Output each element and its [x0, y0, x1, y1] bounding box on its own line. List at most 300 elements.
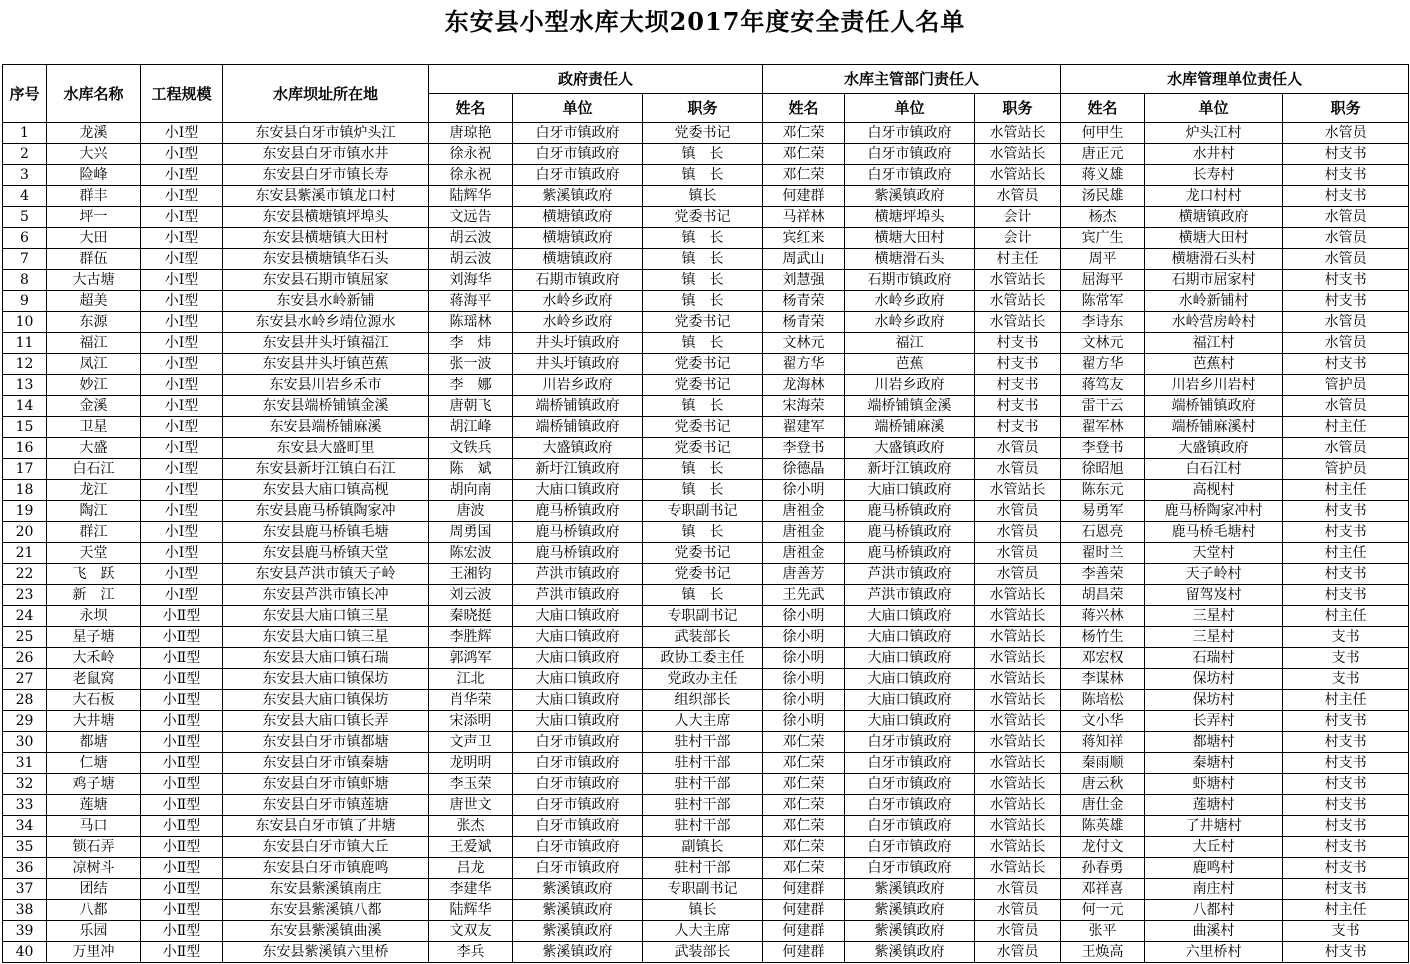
cell-reservoir-name: 金溪 — [47, 396, 141, 417]
cell-seq: 3 — [3, 165, 47, 186]
cell-mgmt-unit: 炉头江村 — [1145, 123, 1283, 144]
cell-dept-person: 翟方华 — [763, 354, 845, 375]
cell-location: 东安县鹿马桥镇毛塘 — [223, 522, 429, 543]
cell-seq: 24 — [3, 606, 47, 627]
cell-reservoir-name: 老鼠窝 — [47, 669, 141, 690]
cell-mgmt-person: 唐云秋 — [1061, 774, 1145, 795]
cell-mgmt-person: 蒋兴林 — [1061, 606, 1145, 627]
header-dept-group: 水库主管部门责任人 — [763, 65, 1061, 94]
cell-dept-post: 水管站长 — [975, 627, 1061, 648]
responsibility-table-wrapper — [2, 64, 1409, 963]
cell-dept-person: 邓仁荣 — [763, 774, 845, 795]
cell-mgmt-person: 胡昌荣 — [1061, 585, 1145, 606]
cell-mgmt-post: 村支书 — [1283, 186, 1409, 207]
cell-dept-person: 何建群 — [763, 921, 845, 942]
cell-dept-post: 水管站长 — [975, 270, 1061, 291]
cell-reservoir-name: 大盛 — [47, 438, 141, 459]
cell-dept-post: 水管员 — [975, 459, 1061, 480]
cell-gov-unit: 白牙市镇政府 — [513, 753, 643, 774]
cell-gov-person: 陆辉华 — [429, 900, 513, 921]
cell-gov-person: 胡江峰 — [429, 417, 513, 438]
cell-mgmt-unit: 鹿鸣村 — [1145, 858, 1283, 879]
cell-dept-person: 何建群 — [763, 942, 845, 963]
cell-seq: 10 — [3, 312, 47, 333]
cell-scale: 小Ⅱ型 — [141, 732, 223, 753]
table-row — [3, 921, 1409, 942]
cell-mgmt-unit: 横塘大田村 — [1145, 228, 1283, 249]
cell-gov-post: 驻村干部 — [643, 732, 763, 753]
cell-reservoir-name: 凤江 — [47, 354, 141, 375]
cell-mgmt-post: 村支书 — [1283, 942, 1409, 963]
cell-gov-person: 唐波 — [429, 501, 513, 522]
cell-mgmt-post: 支书 — [1283, 627, 1409, 648]
cell-mgmt-unit: 留驾岌村 — [1145, 585, 1283, 606]
cell-mgmt-post: 支书 — [1283, 669, 1409, 690]
cell-mgmt-person: 蒋笃友 — [1061, 375, 1145, 396]
cell-gov-person: 秦晓挺 — [429, 606, 513, 627]
cell-dept-unit: 鹿马桥镇政府 — [845, 543, 975, 564]
cell-seq: 17 — [3, 459, 47, 480]
cell-gov-person: 文铁兵 — [429, 438, 513, 459]
cell-dept-unit: 横塘大田村 — [845, 228, 975, 249]
cell-seq: 38 — [3, 900, 47, 921]
cell-reservoir-name: 星子塘 — [47, 627, 141, 648]
cell-gov-unit: 端桥铺镇政府 — [513, 417, 643, 438]
cell-gov-unit: 大庙口镇政府 — [513, 690, 643, 711]
cell-seq: 4 — [3, 186, 47, 207]
cell-dept-unit: 紫溪镇政府 — [845, 942, 975, 963]
cell-dept-post: 水管站长 — [975, 165, 1061, 186]
table-row — [3, 648, 1409, 669]
cell-seq: 16 — [3, 438, 47, 459]
cell-mgmt-person: 易勇军 — [1061, 501, 1145, 522]
cell-gov-person: 周勇国 — [429, 522, 513, 543]
cell-location: 东安县紫溪镇曲溪 — [223, 921, 429, 942]
cell-scale: 小Ⅱ型 — [141, 816, 223, 837]
cell-dept-person: 徐小明 — [763, 606, 845, 627]
cell-seq: 22 — [3, 564, 47, 585]
cell-seq: 29 — [3, 711, 47, 732]
cell-gov-post: 党委书记 — [643, 417, 763, 438]
cell-gov-post: 驻村干部 — [643, 774, 763, 795]
cell-gov-post: 镇长 — [643, 900, 763, 921]
cell-location: 东安县芦洪市镇天子岭 — [223, 564, 429, 585]
table-row — [3, 228, 1409, 249]
cell-dept-person: 邓仁荣 — [763, 795, 845, 816]
cell-gov-person: 徐永祝 — [429, 165, 513, 186]
cell-location: 东安县紫溪市镇龙口村 — [223, 186, 429, 207]
cell-mgmt-post: 支书 — [1283, 921, 1409, 942]
cell-dept-person: 邓仁荣 — [763, 732, 845, 753]
cell-gov-person: 吕龙 — [429, 858, 513, 879]
cell-gov-post: 镇 长 — [643, 333, 763, 354]
cell-seq: 19 — [3, 501, 47, 522]
cell-gov-post: 专职副书记 — [643, 501, 763, 522]
cell-gov-post: 镇 长 — [643, 165, 763, 186]
cell-scale: 小Ⅰ型 — [141, 396, 223, 417]
cell-reservoir-name: 永坝 — [47, 606, 141, 627]
cell-scale: 小Ⅰ型 — [141, 333, 223, 354]
cell-location: 东安县白牙市镇鹿鸣 — [223, 858, 429, 879]
cell-reservoir-name: 仁塘 — [47, 753, 141, 774]
cell-seq: 11 — [3, 333, 47, 354]
cell-mgmt-unit: 横塘镇政府 — [1145, 207, 1283, 228]
cell-gov-person: 王爱斌 — [429, 837, 513, 858]
table-row — [3, 795, 1409, 816]
cell-reservoir-name: 锁石弄 — [47, 837, 141, 858]
cell-gov-unit: 白牙市镇政府 — [513, 816, 643, 837]
cell-gov-person: 张杰 — [429, 816, 513, 837]
cell-mgmt-unit: 六里桥村 — [1145, 942, 1283, 963]
cell-gov-person: 王湘钧 — [429, 564, 513, 585]
cell-dept-post: 水管员 — [975, 942, 1061, 963]
cell-dept-post: 水管站长 — [975, 312, 1061, 333]
cell-scale: 小Ⅰ型 — [141, 585, 223, 606]
cell-mgmt-person: 秦雨顺 — [1061, 753, 1145, 774]
cell-mgmt-person: 蒋知祥 — [1061, 732, 1145, 753]
cell-scale: 小Ⅰ型 — [141, 186, 223, 207]
cell-reservoir-name: 新 江 — [47, 585, 141, 606]
cell-mgmt-unit: 都塘村 — [1145, 732, 1283, 753]
cell-dept-unit: 紫溪镇政府 — [845, 879, 975, 900]
cell-mgmt-person: 何一元 — [1061, 900, 1145, 921]
cell-gov-unit: 大庙口镇政府 — [513, 480, 643, 501]
header-mgmt-person: 姓名 — [1061, 94, 1145, 123]
cell-gov-post: 镇 长 — [643, 291, 763, 312]
cell-scale: 小Ⅰ型 — [141, 144, 223, 165]
cell-location: 东安县白牙市镇秦塘 — [223, 753, 429, 774]
cell-dept-post: 水管站长 — [975, 795, 1061, 816]
cell-gov-unit: 水岭乡政府 — [513, 312, 643, 333]
cell-mgmt-post: 村主任 — [1283, 543, 1409, 564]
cell-mgmt-unit: 南庄村 — [1145, 879, 1283, 900]
cell-mgmt-person: 陈东元 — [1061, 480, 1145, 501]
cell-seq: 27 — [3, 669, 47, 690]
table-row — [3, 837, 1409, 858]
cell-reservoir-name: 龙溪 — [47, 123, 141, 144]
cell-scale: 小Ⅱ型 — [141, 795, 223, 816]
table-row — [3, 459, 1409, 480]
cell-scale: 小Ⅱ型 — [141, 921, 223, 942]
cell-gov-unit: 大庙口镇政府 — [513, 669, 643, 690]
cell-gov-person: 李 炜 — [429, 333, 513, 354]
cell-mgmt-unit: 大盛镇政府 — [1145, 438, 1283, 459]
cell-seq: 32 — [3, 774, 47, 795]
cell-dept-person: 何建群 — [763, 186, 845, 207]
table-row — [3, 522, 1409, 543]
cell-dept-unit: 白牙市镇政府 — [845, 774, 975, 795]
cell-mgmt-unit: 鹿马桥陶家冲村 — [1145, 501, 1283, 522]
cell-dept-unit: 白牙市镇政府 — [845, 858, 975, 879]
cell-dept-person: 徐小明 — [763, 648, 845, 669]
cell-mgmt-unit: 鹿马桥毛塘村 — [1145, 522, 1283, 543]
cell-seq: 31 — [3, 753, 47, 774]
table-row — [3, 438, 1409, 459]
cell-mgmt-post: 村主任 — [1283, 606, 1409, 627]
table-row — [3, 249, 1409, 270]
cell-dept-post: 水管站长 — [975, 585, 1061, 606]
cell-mgmt-post: 村主任 — [1283, 417, 1409, 438]
cell-dept-unit: 端桥铺镇金溪 — [845, 396, 975, 417]
cell-location: 东安县鹿马桥镇陶家冲 — [223, 501, 429, 522]
cell-gov-unit: 石期市镇政府 — [513, 270, 643, 291]
cell-seq: 2 — [3, 144, 47, 165]
cell-seq: 25 — [3, 627, 47, 648]
cell-dept-post: 水管站长 — [975, 732, 1061, 753]
cell-dept-person: 徐小明 — [763, 690, 845, 711]
cell-mgmt-post: 村主任 — [1283, 480, 1409, 501]
cell-dept-post: 水管站长 — [975, 816, 1061, 837]
cell-location: 东安县白牙市镇都塘 — [223, 732, 429, 753]
cell-mgmt-person: 翟方华 — [1061, 354, 1145, 375]
table-row — [3, 417, 1409, 438]
table-row — [3, 543, 1409, 564]
cell-reservoir-name: 大禾岭 — [47, 648, 141, 669]
cell-dept-person: 宋海荣 — [763, 396, 845, 417]
cell-dept-post: 水管站长 — [975, 291, 1061, 312]
cell-dept-person: 邓仁荣 — [763, 837, 845, 858]
header-gov-post: 职务 — [643, 94, 763, 123]
cell-gov-unit: 横塘镇政府 — [513, 207, 643, 228]
cell-mgmt-person: 李登书 — [1061, 438, 1145, 459]
cell-seq: 26 — [3, 648, 47, 669]
cell-dept-unit: 福江 — [845, 333, 975, 354]
cell-location: 东安县白牙市镇大丘 — [223, 837, 429, 858]
cell-reservoir-name: 八都 — [47, 900, 141, 921]
cell-mgmt-unit: 三星村 — [1145, 606, 1283, 627]
cell-scale: 小Ⅱ型 — [141, 669, 223, 690]
cell-mgmt-unit: 保坊村 — [1145, 669, 1283, 690]
cell-gov-post: 驻村干部 — [643, 753, 763, 774]
cell-mgmt-post: 村支书 — [1283, 858, 1409, 879]
cell-dept-post: 水管站长 — [975, 648, 1061, 669]
cell-gov-unit: 井头圩镇政府 — [513, 354, 643, 375]
header-seq: 序号 — [3, 65, 47, 123]
cell-seq: 20 — [3, 522, 47, 543]
cell-gov-post: 镇 长 — [643, 459, 763, 480]
cell-gov-unit: 芦洪市镇政府 — [513, 564, 643, 585]
cell-dept-post: 水管员 — [975, 543, 1061, 564]
cell-gov-person: 宋添明 — [429, 711, 513, 732]
cell-gov-person: 唐朝飞 — [429, 396, 513, 417]
table-row — [3, 669, 1409, 690]
table-row — [3, 501, 1409, 522]
cell-dept-post: 水管站长 — [975, 858, 1061, 879]
cell-dept-unit: 芭蕉 — [845, 354, 975, 375]
cell-dept-person: 邓仁荣 — [763, 753, 845, 774]
cell-gov-person: 唐琼艳 — [429, 123, 513, 144]
cell-gov-person: 蒋海平 — [429, 291, 513, 312]
table-row — [3, 144, 1409, 165]
cell-location: 东安县新圩江镇白石江 — [223, 459, 429, 480]
cell-gov-unit: 白牙市镇政府 — [513, 858, 643, 879]
cell-reservoir-name: 大田 — [47, 228, 141, 249]
cell-dept-post: 水管员 — [975, 921, 1061, 942]
cell-scale: 小Ⅱ型 — [141, 753, 223, 774]
cell-reservoir-name: 坪一 — [47, 207, 141, 228]
cell-dept-post: 水管员 — [975, 501, 1061, 522]
cell-dept-unit: 鹿马桥镇政府 — [845, 501, 975, 522]
table-row — [3, 690, 1409, 711]
cell-location: 东安县白牙市镇了井塘 — [223, 816, 429, 837]
cell-dept-post: 水管站长 — [975, 669, 1061, 690]
cell-dept-post: 水管站长 — [975, 690, 1061, 711]
cell-dept-person: 徐小明 — [763, 480, 845, 501]
cell-mgmt-unit: 白石江村 — [1145, 459, 1283, 480]
cell-gov-post: 镇 长 — [643, 522, 763, 543]
cell-location: 东安县大庙口镇长弄 — [223, 711, 429, 732]
cell-reservoir-name: 马口 — [47, 816, 141, 837]
cell-gov-post: 武装部长 — [643, 627, 763, 648]
cell-dept-post: 水管员 — [975, 879, 1061, 900]
cell-reservoir-name: 大井塘 — [47, 711, 141, 732]
table-row — [3, 732, 1409, 753]
cell-scale: 小Ⅰ型 — [141, 354, 223, 375]
cell-scale: 小Ⅱ型 — [141, 858, 223, 879]
cell-gov-post: 镇 长 — [643, 480, 763, 501]
cell-location: 东安县芦洪市镇长冲 — [223, 585, 429, 606]
cell-reservoir-name: 团结 — [47, 879, 141, 900]
cell-reservoir-name: 鸡子塘 — [47, 774, 141, 795]
cell-mgmt-post: 村支书 — [1283, 270, 1409, 291]
cell-mgmt-person: 石恩亮 — [1061, 522, 1145, 543]
cell-mgmt-post: 村支书 — [1283, 711, 1409, 732]
cell-location: 东安县横塘镇坪埠头 — [223, 207, 429, 228]
cell-reservoir-name: 陶江 — [47, 501, 141, 522]
cell-seq: 28 — [3, 690, 47, 711]
header-dept-person: 姓名 — [763, 94, 845, 123]
cell-location: 东安县横塘镇大田村 — [223, 228, 429, 249]
cell-seq: 37 — [3, 879, 47, 900]
cell-mgmt-post: 管护员 — [1283, 459, 1409, 480]
header-reservoir-name: 水库名称 — [47, 65, 141, 123]
cell-dept-post: 水管员 — [975, 438, 1061, 459]
cell-location: 东安县大庙口镇石瑞 — [223, 648, 429, 669]
cell-dept-person: 杨青荣 — [763, 291, 845, 312]
cell-dept-person: 翟建军 — [763, 417, 845, 438]
table-row — [3, 270, 1409, 291]
cell-scale: 小Ⅱ型 — [141, 627, 223, 648]
cell-gov-person: 李兵 — [429, 942, 513, 963]
cell-mgmt-post: 管护员 — [1283, 375, 1409, 396]
cell-gov-post: 镇 长 — [643, 228, 763, 249]
cell-mgmt-unit: 长弄村 — [1145, 711, 1283, 732]
cell-gov-person: 李玉荣 — [429, 774, 513, 795]
cell-seq: 40 — [3, 942, 47, 963]
cell-dept-post: 水管站长 — [975, 480, 1061, 501]
cell-mgmt-person: 龙付文 — [1061, 837, 1145, 858]
cell-gov-person: 陈 斌 — [429, 459, 513, 480]
cell-seq: 9 — [3, 291, 47, 312]
cell-scale: 小Ⅰ型 — [141, 480, 223, 501]
cell-reservoir-name: 超美 — [47, 291, 141, 312]
cell-scale: 小Ⅰ型 — [141, 228, 223, 249]
cell-dept-post: 水管站长 — [975, 606, 1061, 627]
cell-dept-person: 唐祖金 — [763, 501, 845, 522]
cell-mgmt-unit: 高枧村 — [1145, 480, 1283, 501]
cell-dept-person: 马祥林 — [763, 207, 845, 228]
table-row — [3, 291, 1409, 312]
cell-gov-post: 组织部长 — [643, 690, 763, 711]
cell-dept-unit: 横塘滑石头 — [845, 249, 975, 270]
cell-seq: 36 — [3, 858, 47, 879]
cell-mgmt-post: 村支书 — [1283, 774, 1409, 795]
cell-mgmt-post: 村支书 — [1283, 732, 1409, 753]
cell-gov-unit: 横塘镇政府 — [513, 228, 643, 249]
cell-scale: 小Ⅱ型 — [141, 774, 223, 795]
cell-location: 东安县大庙口镇三星 — [223, 627, 429, 648]
cell-dept-person: 徐小明 — [763, 627, 845, 648]
table-row — [3, 753, 1409, 774]
cell-gov-post: 镇长 — [643, 186, 763, 207]
header-gov-group: 政府责任人 — [429, 65, 763, 94]
cell-gov-unit: 紫溪镇政府 — [513, 921, 643, 942]
cell-mgmt-person: 翟军林 — [1061, 417, 1145, 438]
table-row — [3, 165, 1409, 186]
cell-reservoir-name: 险峰 — [47, 165, 141, 186]
cell-gov-unit: 白牙市镇政府 — [513, 837, 643, 858]
cell-dept-person: 周武山 — [763, 249, 845, 270]
cell-mgmt-post: 村支书 — [1283, 144, 1409, 165]
cell-mgmt-person: 李谋林 — [1061, 669, 1145, 690]
cell-dept-person: 徐小明 — [763, 711, 845, 732]
cell-gov-unit: 水岭乡政府 — [513, 291, 643, 312]
cell-mgmt-post: 村支书 — [1283, 879, 1409, 900]
cell-gov-post: 党委书记 — [643, 564, 763, 585]
cell-mgmt-post: 村支书 — [1283, 816, 1409, 837]
cell-reservoir-name: 大兴 — [47, 144, 141, 165]
cell-gov-person: 郭鸿军 — [429, 648, 513, 669]
cell-scale: 小Ⅱ型 — [141, 942, 223, 963]
cell-reservoir-name: 龙江 — [47, 480, 141, 501]
cell-dept-post: 会计 — [975, 207, 1061, 228]
cell-mgmt-unit: 石期市屈家村 — [1145, 270, 1283, 291]
cell-scale: 小Ⅰ型 — [141, 123, 223, 144]
cell-gov-post: 政协工委主任 — [643, 648, 763, 669]
cell-mgmt-person: 文林元 — [1061, 333, 1145, 354]
cell-dept-post: 村支书 — [975, 375, 1061, 396]
cell-dept-unit: 大庙口镇政府 — [845, 669, 975, 690]
cell-gov-unit: 白牙市镇政府 — [513, 774, 643, 795]
cell-scale: 小Ⅰ型 — [141, 543, 223, 564]
cell-gov-post: 驻村干部 — [643, 795, 763, 816]
cell-gov-unit: 大庙口镇政府 — [513, 711, 643, 732]
cell-gov-person: 刘海华 — [429, 270, 513, 291]
cell-gov-person: 李建华 — [429, 879, 513, 900]
cell-dept-post: 水管员 — [975, 900, 1061, 921]
cell-dept-unit: 水岭乡政府 — [845, 291, 975, 312]
cell-gov-unit: 大盛镇政府 — [513, 438, 643, 459]
cell-scale: 小Ⅰ型 — [141, 291, 223, 312]
cell-mgmt-person: 何甲生 — [1061, 123, 1145, 144]
cell-scale: 小Ⅰ型 — [141, 312, 223, 333]
cell-seq: 12 — [3, 354, 47, 375]
cell-dept-person: 邓仁荣 — [763, 858, 845, 879]
cell-location: 东安县大庙口镇高枧 — [223, 480, 429, 501]
cell-mgmt-post: 水管员 — [1283, 228, 1409, 249]
table-row — [3, 900, 1409, 921]
cell-seq: 13 — [3, 375, 47, 396]
cell-scale: 小Ⅱ型 — [141, 711, 223, 732]
header-mgmt-unit: 单位 — [1145, 94, 1283, 123]
cell-seq: 6 — [3, 228, 47, 249]
cell-dept-post: 水管员 — [975, 522, 1061, 543]
cell-seq: 14 — [3, 396, 47, 417]
cell-gov-unit: 紫溪镇政府 — [513, 900, 643, 921]
cell-seq: 15 — [3, 417, 47, 438]
table-row — [3, 942, 1409, 963]
cell-location: 东安县大盛町里 — [223, 438, 429, 459]
